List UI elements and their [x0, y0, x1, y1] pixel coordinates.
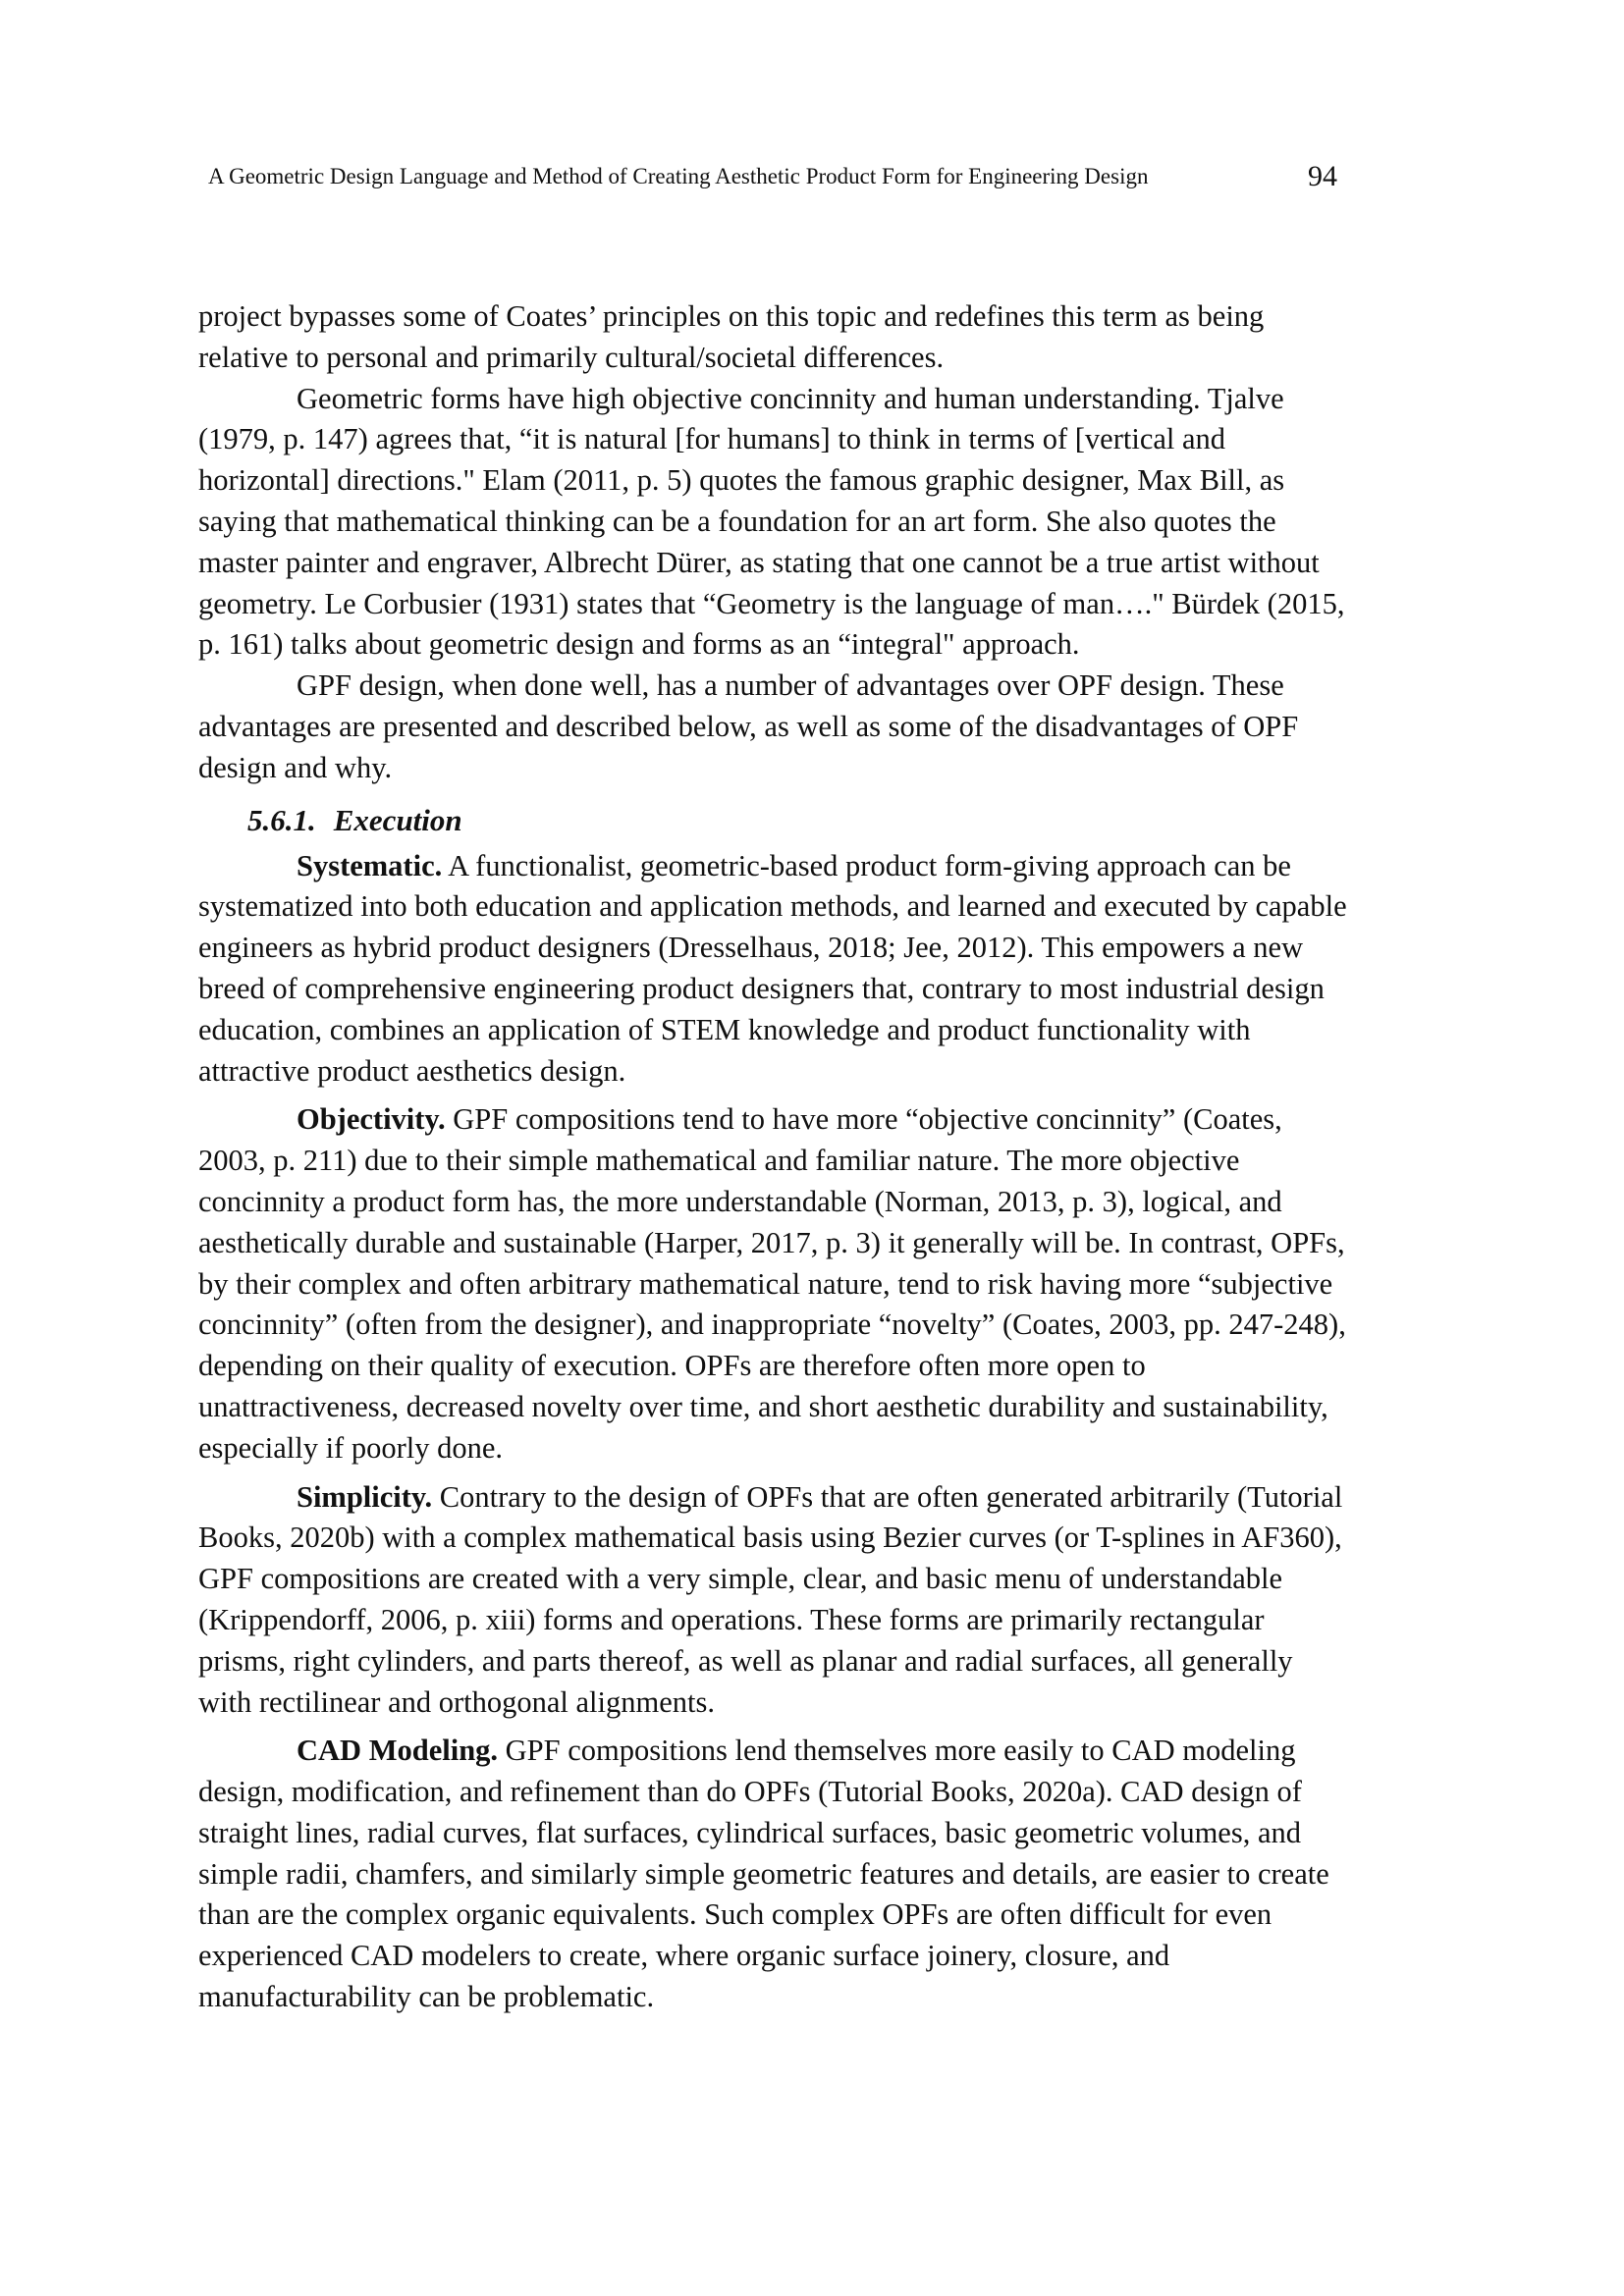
paragraph-systematic — [198, 846, 1347, 1093]
run-in-heading-systematic: Systematic. — [297, 848, 443, 882]
section-title: Execution — [333, 802, 462, 837]
page-body — [198, 296, 1347, 2018]
running-title: A Geometric Design Language and Method of Creating Aesthetic Product Form for Engineering Design — [208, 164, 1149, 188]
paragraph-gpf-advantages: GPF design, when done well, has a number of advantages over OPF design. These advantages are presented and described below, as well as some of the disadvantages of OPF design and why. — [198, 668, 1299, 784]
run-in-heading-cad-modeling: CAD Modeling. — [297, 1734, 499, 1768]
paragraph-geometric-forms: Geometric forms have high objective concinnity and human understanding. Tjalve (1979, p. 147) agrees that, “it is natural [for humans] to think in terms of [vertical and horizontal] directions." Elam (2011, p. 5) quotes the famous graphic designer, Max Bill, as saying that mathematical thinking can be a foundation for an art form. She also quotes the master painter and engraver, Albrecht Dürer, as stating that one cannot be a true artist without geometry. Le Corbusier (1931) states that “Geometry is the language of man…." Bürdek (2015, p. 161) talks about geometric design and forms as an “integral" approach. — [198, 381, 1345, 662]
running-header — [208, 157, 1337, 196]
paragraph-text-simplicity: Contrary to the design of OPFs that are often generated arbitrarily (Tutorial Books, 2020b) with a complex mathematical basis using Bezier curves (or T-splines in AF360), GPF compositions are created with a very simple, clear, and basic menu of understandable (Krippendorff, 2006, p. xiii) forms and operations. These forms are primarily rectangular prisms, right cylinders, and parts thereof, as well as planar and radial surfaces, all generally with rectilinear and orthogonal alignments. — [198, 1479, 1343, 1719]
run-in-heading-simplicity: Simplicity. — [297, 1479, 433, 1514]
paragraph-text-cad-modeling: GPF compositions lend themselves more easily to CAD modeling design, modification, and refinement than do OPFs (Tutorial Books, 2020a). CAD design of straight lines, radial curves, flat surfaces, cylindrical surfaces, basic geometric volumes, and simple radii, chamfers, and similarly simple geometric features and details, are easier to create than are the complex organic equivalents. Such complex OPFs are often difficult for even experienced CAD modelers to create, where organic surface joinery, closure, and manufacturability can be problematic. — [198, 1734, 1329, 2014]
paragraph-continued: project bypasses some of Coates’ principles on this topic and redefines this term as being relative to personal and primarily cultural/societal differences. — [198, 299, 1265, 374]
paragraph-simplicity — [198, 1477, 1347, 1724]
run-in-heading-objectivity: Objectivity. — [297, 1102, 446, 1137]
paragraph-text-systematic: A functionalist, geometric-based product form-giving approach can be systematized into both education and application methods, and learned and executed by capable engineers as hybrid product designers (Dresselhaus, 2018; Jee, 2012). This empowers a new breed of comprehensive engineering product designers that, contrary to most industrial design education, combines an application of STEM knowledge and product functionality with attractive product aesthetics design. — [198, 848, 1347, 1088]
section-number: 5.6.1. — [247, 802, 316, 837]
paragraph-text-objectivity: GPF compositions tend to have more “objective concinnity” (Coates, 2003, p. 211) due to their simple mathematical and familiar nature. The more objective concinnity a product form has, the more understandable (Norman, 2013, p. 3), logical, and aesthetically durable and sustainable (Harper, 2017, p. 3) it generally will be. In contrast, OPFs, by their complex and often arbitrary mathematical nature, tend to risk having more “subjective concinnity” (often from the designer), and inappropriate “novelty” (Coates, 2003, pp. 247-248), depending on their quality of execution. OPFs are therefore often more open to unattractiveness, decreased novelty over time, and short aesthetic durability and sustainability, especially if poorly done. — [198, 1102, 1346, 1465]
section-heading — [247, 799, 1347, 842]
page-number: 94 — [1308, 160, 1337, 192]
paragraph-cad-modeling — [198, 1731, 1347, 2018]
paragraph-objectivity — [198, 1099, 1347, 1468]
